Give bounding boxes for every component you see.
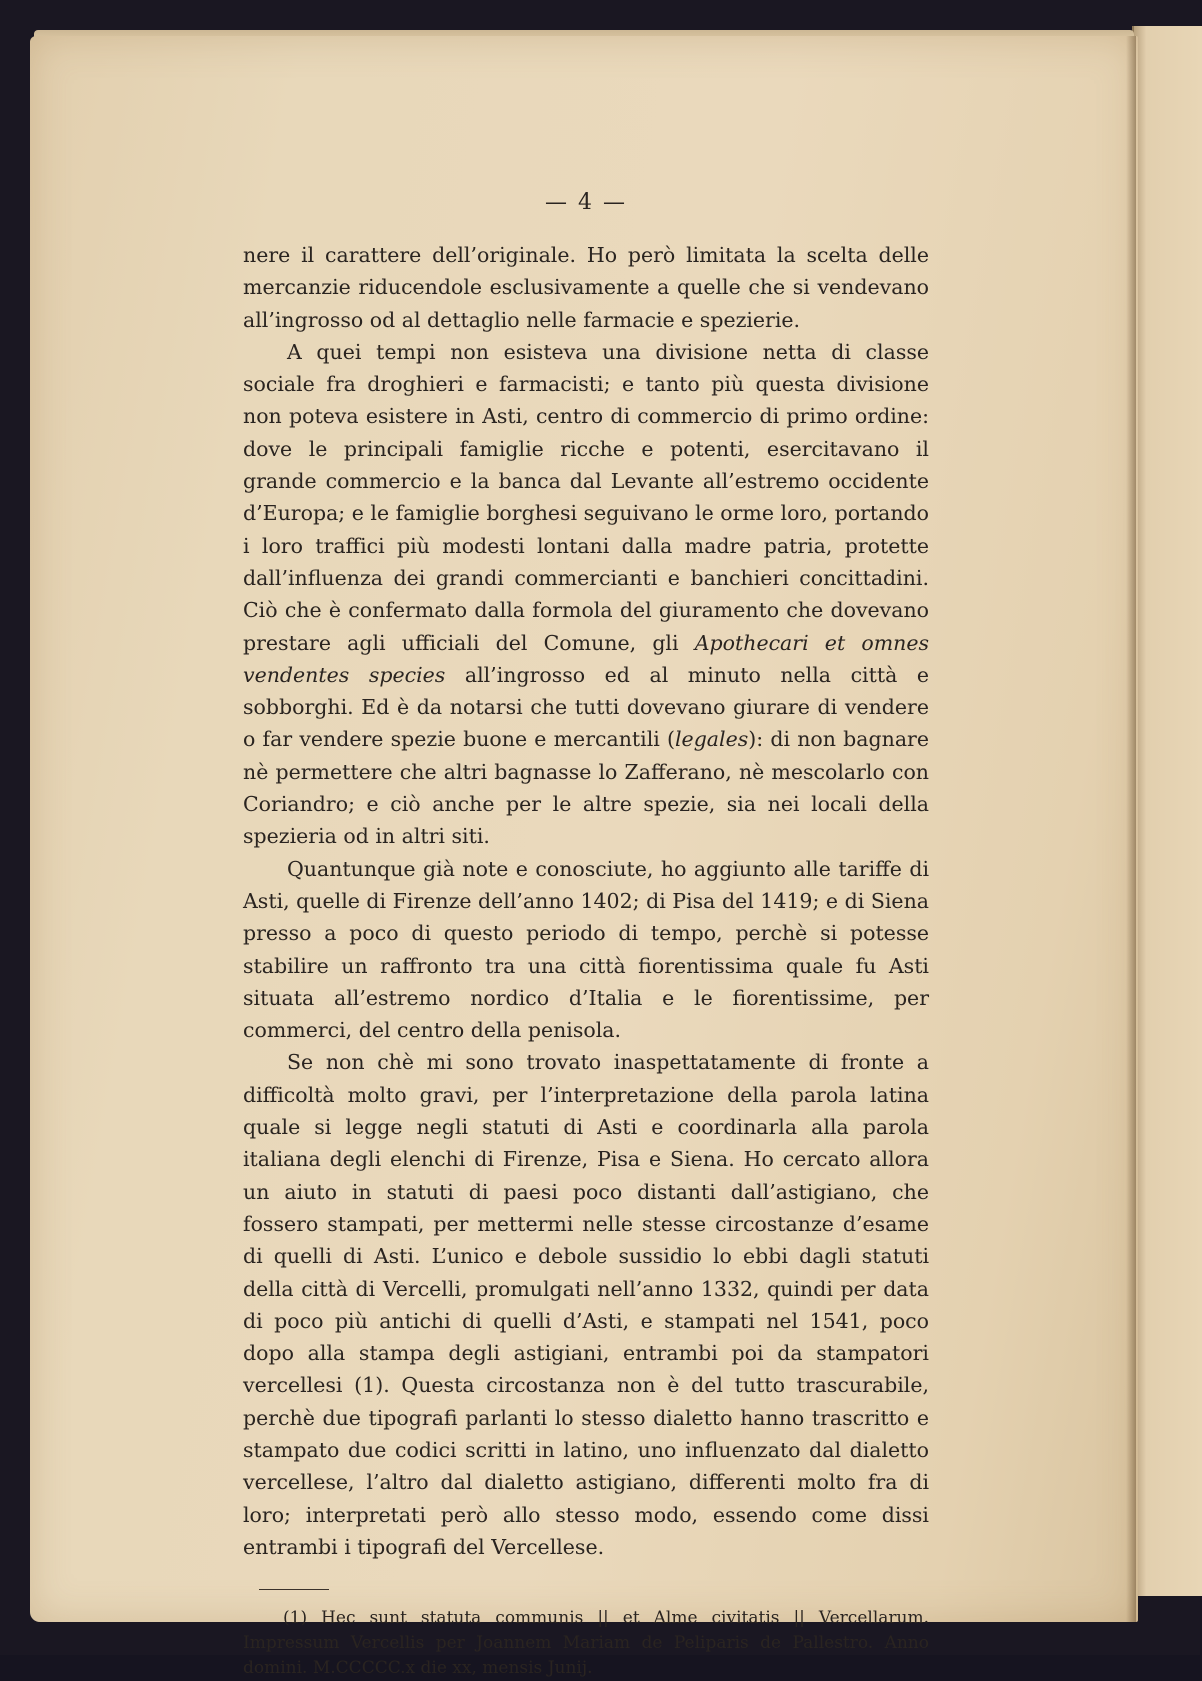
- page-content: [243, 190, 929, 1681]
- paragraph-3: [243, 853, 929, 1047]
- footnote-divider: [259, 1589, 329, 1590]
- page-number: — 4 —: [545, 190, 627, 215]
- paragraph-text: ): di non bagnare nè permettere che altri bagnasse lo Zafferano, nè mescolarlo con Coriandro; e ciò anche per le altre spezie, sia nei locali della spezieria od in altri siti.: [243, 727, 929, 849]
- paragraph-text: Quantunque già note e conosciute, ho aggiunto alle tariffe di Asti, quelle di Firenze dell’anno 1402; di Pisa del 1419; e di Siena presso a poco di questo periodo di tempo, perchè si potesse stabilire un raffronto tra una città fiorentissima quale fu Asti situata all’estremo nordico d’Italia e le fiorentissime, per commerci, del centro della penisola.: [243, 856, 929, 1043]
- footnote: (1) Hec sunt statuta communis || et Alme civitatis || Vercellarum. Impressum Vercellis per Joannem Mariam de Peliparis de Pallestro. Anno domini. M.CCCCC.x die xx, mensis Junij.: [243, 1608, 929, 1679]
- page-gutter-shadow: [1126, 36, 1136, 1622]
- italic-latin-phrase: Apothecari et omnes vendentes species: [243, 630, 929, 687]
- paragraph-text: Se non chè mi sono trovato inaspettatamente di fronte a difficoltà molto gravi, per l’interpretazione della parola latina quale si legge negli statuti di Asti e coordinarla alla parola italiana degli elenchi di Firenze, Pisa e Siena. Ho cercato allora un aiuto in statuti di paesi poco distanti dall’astigiano, che fossero stampati, per mettermi nelle stesse circostanze d’esame di quelli di Asti. L’unico e debole sussidio lo ebbi dagli statuti della città di Vercelli, promulgati nell’anno 1332, quindi per data di poco più antichi di quelli d’Asti, e stampati nel 1541, poco dopo alla stampa degli astigiani, entrambi poi da stampatori vercellesi (1). Questa circostanza non è del tutto trascurabile, perchè due tipografi parlanti lo stesso dialetto hanno trascritto e stampato due codici scritti in latino, uno influenzato dal dialetto vercellese, l’altro dal dialetto astigiano, differenti molto fra di loro; interpretati però allo stesso modo, essendo come dissi entrambi i tipografi del Vercellese.: [243, 1050, 929, 1559]
- paragraph-text: all’ingrosso ed al minuto nella città e sobborghi. Ed è da notarsi che tutti dovevano giurare di vendere o far vendere spezie buone e mercantili (: [243, 662, 929, 752]
- paragraph-1: [243, 239, 929, 336]
- italic-term: legales: [675, 727, 749, 752]
- paragraph-text: A quei tempi non esisteva una divisione netta di classe sociale fra droghieri e farmacisti; e tanto più questa divisione non poteva esistere in Asti, centro di commercio di primo ordine: dove le principali famiglie ricche e potenti, esercitavano il grande commercio e la banca dal Levante all’estremo occidente d’Europa; e le famiglie borghesi seguivano le orme loro, portando i loro traffici più modesti lontani dalla madre patria, protette dall’influenza dei grandi commercianti e banchieri concittadini. Ciò che è confermato dalla formola del giuramento che dovevano prestare agli ufficiali del Comune, gli: [243, 339, 929, 655]
- adjacent-page-edge: [1132, 26, 1202, 1596]
- paragraph-4: [243, 1046, 929, 1563]
- paragraph-2: [243, 336, 929, 853]
- paragraph-text: nere il carattere dell’originale. Ho però limitata la scelta delle mercanzie riducendole esclusivamente a quelle che si vendevano all’ingrosso od al dettaglio nelle farmacie e spezierie.: [243, 243, 929, 332]
